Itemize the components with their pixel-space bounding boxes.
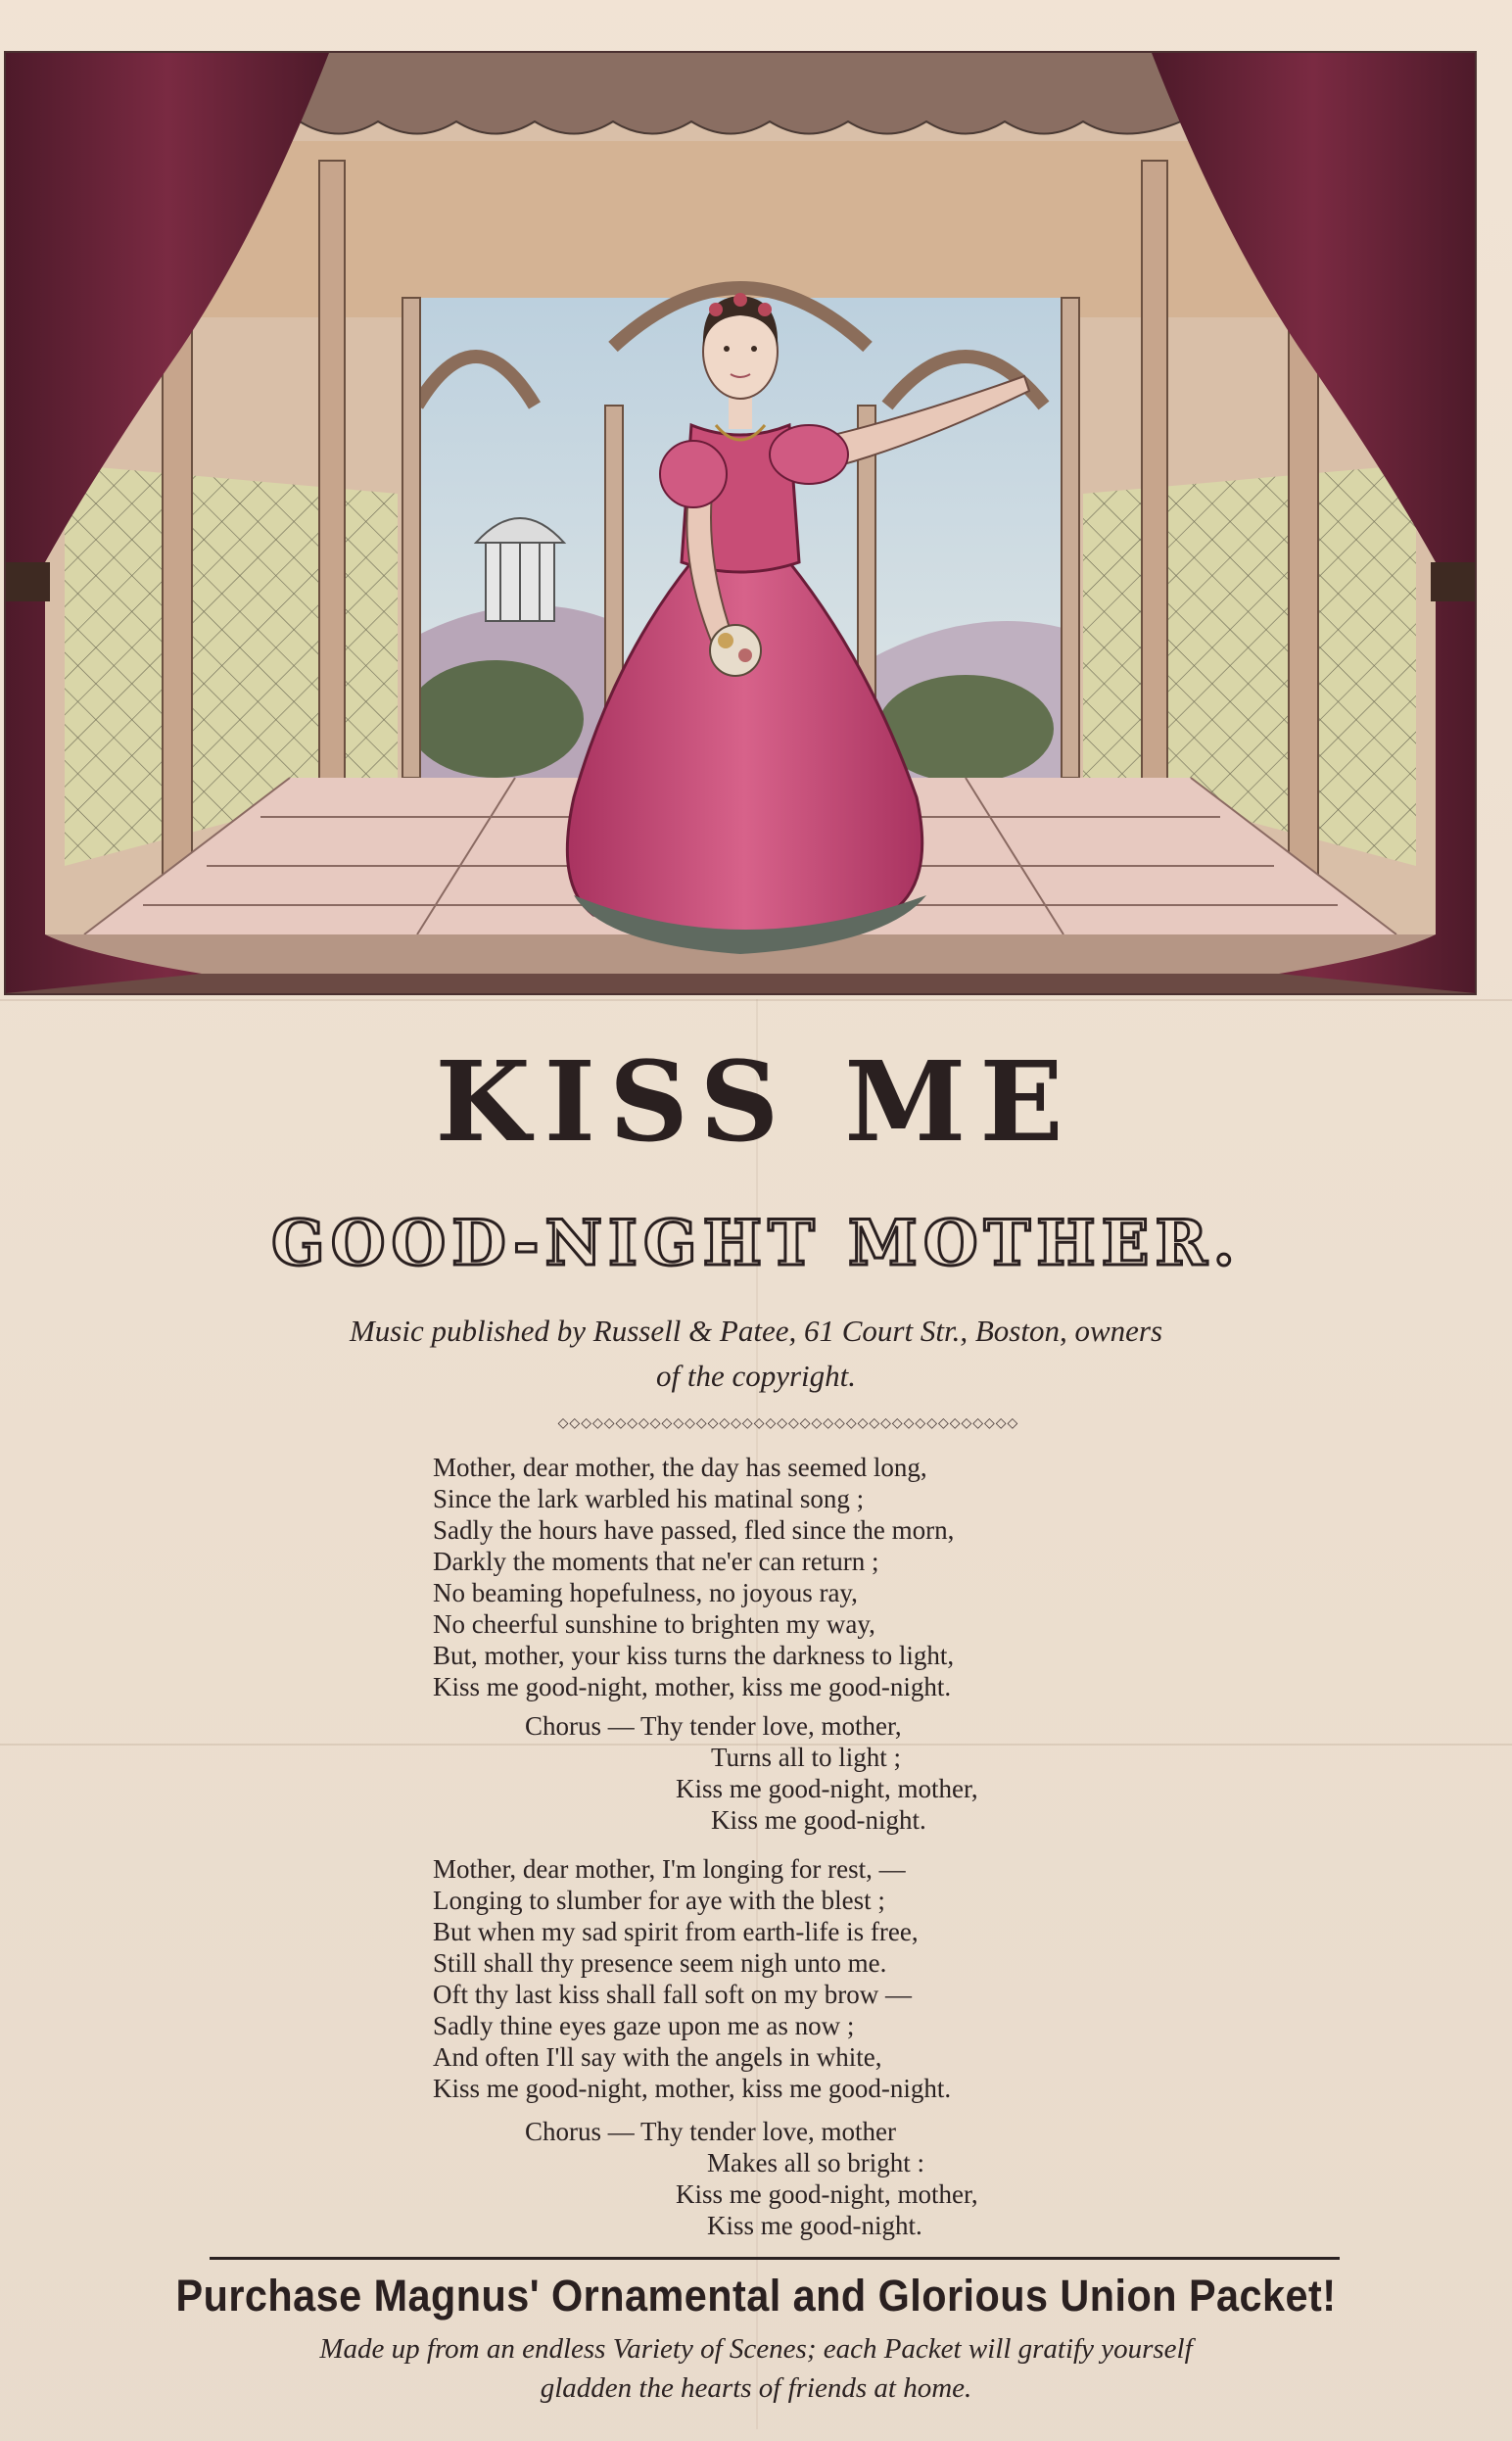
verse-line: Kiss me good-night, mother, kiss me good-night.: [433, 1672, 952, 1701]
chorus-line: Chorus — Thy tender love, mother,: [525, 1711, 902, 1741]
verse-line: Still shall thy presence seem nigh unto me.: [433, 1948, 887, 1978]
verse-line: Mother, dear mother, the day has seemed long,: [433, 1453, 927, 1482]
verse-line: Sadly the hours have passed, fled since the morn,: [433, 1515, 955, 1545]
publisher-note: [196, 1309, 1316, 1399]
verse-line: And often I'll say with the angels in white,: [433, 2042, 882, 2072]
verse-line: Sadly thine eyes gaze upon me as now ;: [433, 2011, 855, 2040]
verse-line: Since the lark warbled his matinal song ;: [433, 1484, 865, 1513]
chorus-line: Kiss me good-night, mother,: [676, 2179, 978, 2209]
stage-scene-icon: [6, 53, 1475, 993]
chorus-line: Chorus — Thy tender love, mother: [525, 2117, 896, 2146]
verse-line: But when my sad spirit from earth-life is free,: [433, 1917, 919, 1946]
verse-1: [433, 1452, 1216, 1702]
chorus-line: Kiss me good-night.: [711, 1805, 926, 1835]
advert-line: Made up from an endless Variety of Scenes; each Packet will gratify yourself: [319, 2333, 1193, 2365]
verse-2: [433, 1853, 1216, 2104]
ornament-divider: ◇◇◇◇◇◇◇◇◇◇◇◇◇◇◇◇◇◇◇◇◇◇◇◇◇◇◇◇◇◇◇◇◇◇◇◇◇◇◇◇: [557, 1416, 1019, 1431]
verse-line: But, mother, your kiss turns the darkness to light,: [433, 1641, 955, 1670]
rule-divider: [210, 2257, 1340, 2260]
chorus-line: Kiss me good-night, mother,: [676, 1774, 978, 1803]
chorus-line: Turns all to light ;: [711, 1743, 902, 1772]
verse-line: No cheerful sunshine to brighten my way,: [433, 1609, 875, 1639]
song-title: KISS ME: [435, 1038, 1077, 1167]
advert-headline: Purchase Magnus' Ornamental and Glorious Union Packet!: [175, 2271, 1337, 2321]
publisher-line: Music published by Russell & Patee, 61 Court Str., Boston, owners: [349, 1314, 1163, 1348]
verse-line: Kiss me good-night, mother, kiss me good-night.: [433, 2074, 952, 2103]
publisher-line: of the copyright.: [655, 1359, 857, 1393]
verse-line: Oft thy last kiss shall fall soft on my brow —: [433, 1980, 912, 2009]
verse-line: No beaming hopefulness, no joyous ray,: [433, 1578, 858, 1607]
verse-line: Longing to slumber for aye with the blest ;: [433, 1886, 885, 1915]
advert-line: gladden the hearts of friends at home.: [540, 2372, 972, 2404]
advert-text: [0, 2329, 1512, 2408]
chorus-2: [525, 2116, 978, 2241]
song-subtitle: GOOD-NIGHT MOTHER.: [271, 1207, 1241, 1280]
stage-illustration: [4, 51, 1477, 995]
verse-line: Darkly the moments that ne'er can return ;: [433, 1547, 879, 1576]
chorus-1: [525, 1710, 978, 1836]
chorus-line: Makes all so bright :: [707, 2148, 924, 2178]
chorus-line: Kiss me good-night.: [707, 2211, 922, 2240]
verse-line: Mother, dear mother, I'm longing for rest, —: [433, 1854, 906, 1884]
